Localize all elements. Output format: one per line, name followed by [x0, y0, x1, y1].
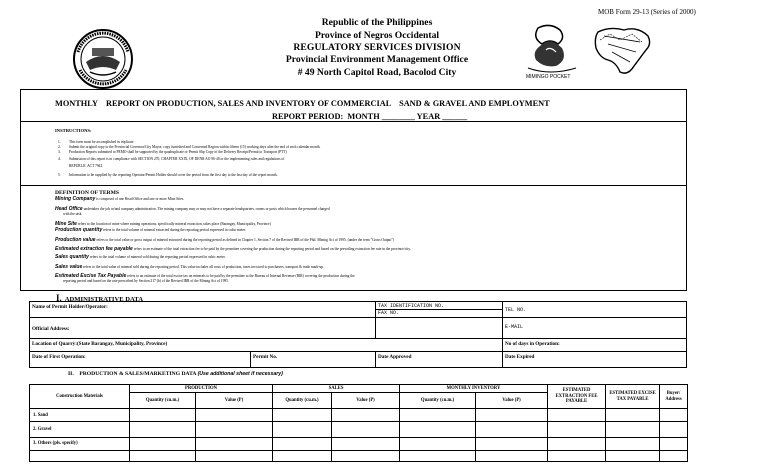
definition-term: Production value [55, 237, 96, 243]
cell-input[interactable] [332, 437, 400, 450]
definition-term: Mine Site [55, 221, 77, 227]
row-sand-label: 1. Sand [30, 409, 130, 422]
cell-input[interactable] [130, 437, 196, 450]
cell-input[interactable] [332, 450, 400, 461]
definition-item [55, 238, 394, 243]
definition-item [55, 265, 324, 270]
cell-input[interactable] [400, 437, 476, 450]
instruction-text: Submit the original copy to the Provincial Governor/City Mayor, copy furnished and Concerned Region within fifteen (15) working days after the end of each calendar month. [69, 145, 321, 149]
instruction-text: This form must be accomplished in triplicate [69, 140, 134, 144]
definition-text: refers to an estimate of the total excise tax on minerals to be paid by the permittee to the Bureau of Internal Revenue (BIR) covering the production during the [126, 274, 355, 278]
admin-data-grid [29, 301, 687, 368]
cell-input[interactable] [273, 409, 332, 422]
cell-input[interactable] [196, 409, 273, 422]
col-production: PRODUCTION [130, 385, 273, 393]
cell-input[interactable] [606, 437, 660, 450]
production-heading-text: II. PRODUCTION & SALES/MARKETING DATA [68, 371, 198, 377]
cell-input[interactable] [548, 450, 606, 461]
quarry-location-field[interactable]: Location of Quarry:(State Barangay, Municipality, Province) [32, 341, 168, 347]
permit-holder-field[interactable]: Name of Permit Holder/Operator: [32, 304, 108, 310]
col-sales: SALES [273, 385, 400, 393]
instruction-number: 3. [58, 150, 61, 154]
form-number: MOB Form 29-13 (Series of 2000) [598, 8, 696, 16]
instruction-item [58, 151, 287, 155]
instruction-number: 5. [58, 173, 61, 177]
col-buyer: Buyer/ Address [660, 385, 688, 409]
col-inventory: MONTHLY INVENTORY [400, 385, 548, 393]
cell-input[interactable] [130, 409, 196, 422]
definition-text: undertakes the job or/and company administration. The mining company may or may not have a separate headquarters, rooms or posts which houses the personnel charged [82, 207, 330, 211]
definition-text: refers to the total volume of mineral extracted during the reporting period expressed in cubic meter. [102, 228, 247, 232]
admin-row [30, 352, 686, 367]
definition-continuation: with the task. [63, 212, 83, 216]
definition-item [55, 274, 355, 284]
row-gravel-label: 2. Gravel [30, 422, 130, 437]
instruction-item [58, 165, 102, 169]
definition-term: Estimated Excise Tax Payable [55, 273, 127, 279]
definition-text: refers to the total value or gross output of mineral extracted during the reporting period as defined in Chapter 1, Section 7 of the Revised IRR of the Phil. Mining Act of 1995. (under the term "Gross Output") [95, 238, 395, 242]
header-line-3: REGULATORY SERVICES DIVISION [293, 42, 461, 53]
cell-input[interactable] [660, 409, 688, 422]
report-period[interactable]: REPORT PERIOD: MONTH ________ YEAR ______ [272, 112, 468, 121]
first-operation-date-field[interactable]: Date of First Operation: [32, 354, 86, 360]
pemo-emblem-icon [520, 20, 584, 82]
header-line-2: Province of Negros Occidental [314, 30, 440, 41]
cell-input[interactable] [130, 450, 196, 461]
definition-text: is composed of one Head Office and one or more Mine Sites. [95, 197, 185, 201]
cell-input[interactable] [130, 422, 196, 437]
definition-text: refers to the location of mine where mining operations, specifically mineral extraction, takes place (Barangay, Municipality, Province) [76, 222, 271, 226]
definition-item [55, 247, 411, 252]
definitions-section [20, 186, 687, 291]
production-section-heading [68, 371, 283, 377]
header-line-5: # 49 North Capitol Road, Bacolod City [297, 67, 457, 78]
definition-term: Estimated extraction fee payable [55, 246, 133, 252]
cell-input[interactable] [196, 437, 273, 450]
definition-term: Head Office [55, 206, 83, 212]
instruction-text: Information to be supplied by the reporting Operator/Permit Holder should cover the period from the first day to the last day of the report month. [69, 173, 278, 177]
cell-input[interactable] [400, 450, 476, 461]
cell-input[interactable] [476, 409, 548, 422]
definition-term: Mining Company [55, 196, 96, 202]
instruction-text: Production Reports submitted to PEMO shall be supported by the quadruplicate or Permit Slip Copy of the Delivery Receipt/Permit to Transport (PTT) [69, 150, 287, 154]
cell-input[interactable] [606, 450, 660, 461]
definition-item [55, 228, 246, 233]
row-blank-label [30, 450, 130, 461]
instruction-item [58, 174, 278, 178]
cell-input[interactable] [332, 422, 400, 437]
instruction-item [58, 158, 284, 162]
blank-cell[interactable] [375, 318, 502, 338]
cell-input[interactable] [606, 409, 660, 422]
cell-input[interactable] [476, 437, 548, 450]
col-extraction-fee: ESTIMATED EXTRACTION FEE PAYABLE [548, 385, 606, 409]
instruction-number: 1. [58, 140, 61, 144]
admin-row [30, 318, 686, 339]
col-excise-tax: ESTIMATED EXCISE TAX PAYABLE [606, 385, 660, 409]
cell-input[interactable] [660, 422, 688, 437]
definition-item [55, 197, 184, 202]
report-title: MONTHLY REPORT ON PRODUCTION, SALES AND INVENTORY OF COMMERCIAL SAND & GRAVEL AND EMPLOYMENT [55, 99, 550, 108]
table-row [30, 409, 688, 422]
definitions-title: DEFINITION OF TERMS [55, 190, 120, 196]
production-sales-table [29, 384, 688, 462]
permit-number-field[interactable]: Permit No. [250, 352, 375, 367]
provincial-seal-icon [72, 28, 134, 90]
definition-term: Production quantity [55, 227, 103, 233]
definition-item [55, 255, 226, 260]
header-line-1: Republic of the Philippines [321, 17, 433, 28]
instructions-title: INSTRUCTIONS: [55, 128, 92, 133]
sub-quantity: Quantity (cu.m.) [400, 392, 476, 409]
admin-row [30, 339, 686, 352]
admin-title: ADMINISTRATIVE DATA [64, 296, 143, 303]
instruction-text: REPUBLIC ACT 7942 [69, 164, 103, 168]
cell-input[interactable] [332, 409, 400, 422]
header-line-4: Provincial Environment Management Office [285, 54, 469, 65]
instruction-text: Submission of this report is in compliance with SECTION 270, CHAPTER XXIX, OF DENR AO 96-40 or the implementing rules and regulations of [69, 157, 285, 161]
table-row [30, 422, 688, 437]
instruction-number: 2. [58, 145, 61, 149]
tin-field[interactable]: TAX IDENTIFICATION NO. [375, 302, 502, 310]
sub-quantity: Quantity (cu.m.) [130, 392, 196, 409]
report-title-box [20, 89, 687, 122]
sub-value: Value (P) [196, 392, 273, 409]
email-field[interactable]: E-MAIL [502, 318, 688, 338]
cell-input[interactable] [273, 450, 332, 461]
cell-input[interactable] [273, 437, 332, 450]
row-others-label: 3. Others (pls. specify) [30, 437, 130, 450]
definition-term: Sales value [55, 264, 83, 270]
col-materials: Construction Materials [30, 385, 130, 409]
cell-input[interactable] [476, 450, 548, 461]
cell-input[interactable] [196, 450, 273, 461]
sub-value: Value (P) [476, 392, 548, 409]
tel-field[interactable]: TEL NO. [502, 302, 688, 317]
definition-term: Sales quantity [55, 254, 89, 260]
cell-input[interactable] [476, 422, 548, 437]
cell-input[interactable] [400, 409, 476, 422]
date-approved-field[interactable]: Date Approved [375, 352, 502, 367]
table-header-row [30, 385, 688, 393]
instructions-section [20, 122, 687, 186]
cell-input[interactable] [273, 422, 332, 437]
cell-input[interactable] [660, 437, 688, 450]
cell-input[interactable] [400, 422, 476, 437]
official-address-field[interactable]: Official Address: [32, 326, 70, 332]
definition-text: refers to the total value of mineral sold during the reporting period. This value includes all costs of production, taxes invoiced to purchasers, transport & trade mark-up. [82, 265, 324, 269]
definition-text: refers to an estimate of the total extraction fee to be paid by the permittee covering the production during the reporting period and based on the prevailing extraction fee rate in the province/city. [132, 247, 411, 251]
cell-input[interactable] [548, 437, 606, 450]
definition-continuation: reporting period and based on the rate prescribed by Section 217 (b) of the Revised IRR of the Mining Act of 1995. [63, 279, 229, 283]
emblem-caption: MIMINGO POCKET [526, 74, 571, 80]
table-row [30, 450, 688, 461]
cell-input[interactable] [548, 422, 606, 437]
fax-field[interactable]: FAX NO. [375, 310, 502, 317]
date-expired-field[interactable]: Date Expired [502, 352, 688, 367]
cell-input[interactable] [196, 422, 273, 437]
sub-quantity: Quantity (cu.m.) [273, 392, 332, 409]
instruction-number: 4. [58, 157, 61, 161]
admin-row [30, 302, 686, 318]
table-row [30, 437, 688, 450]
production-heading-note: (Use additional sheet if necessary) [197, 371, 283, 377]
cell-input[interactable] [548, 409, 606, 422]
cell-input[interactable] [660, 450, 688, 461]
definition-text: refers to the total volume of mineral sold during the reporting period expressed in cubic meter. [88, 255, 226, 259]
definition-item [55, 207, 330, 217]
sub-value: Value (P) [332, 392, 400, 409]
admin-roman: I. [56, 293, 62, 303]
cell-input[interactable] [606, 422, 660, 437]
negros-map-icon [590, 22, 656, 82]
days-in-operation-field[interactable]: No of days in Operation: [502, 339, 688, 351]
